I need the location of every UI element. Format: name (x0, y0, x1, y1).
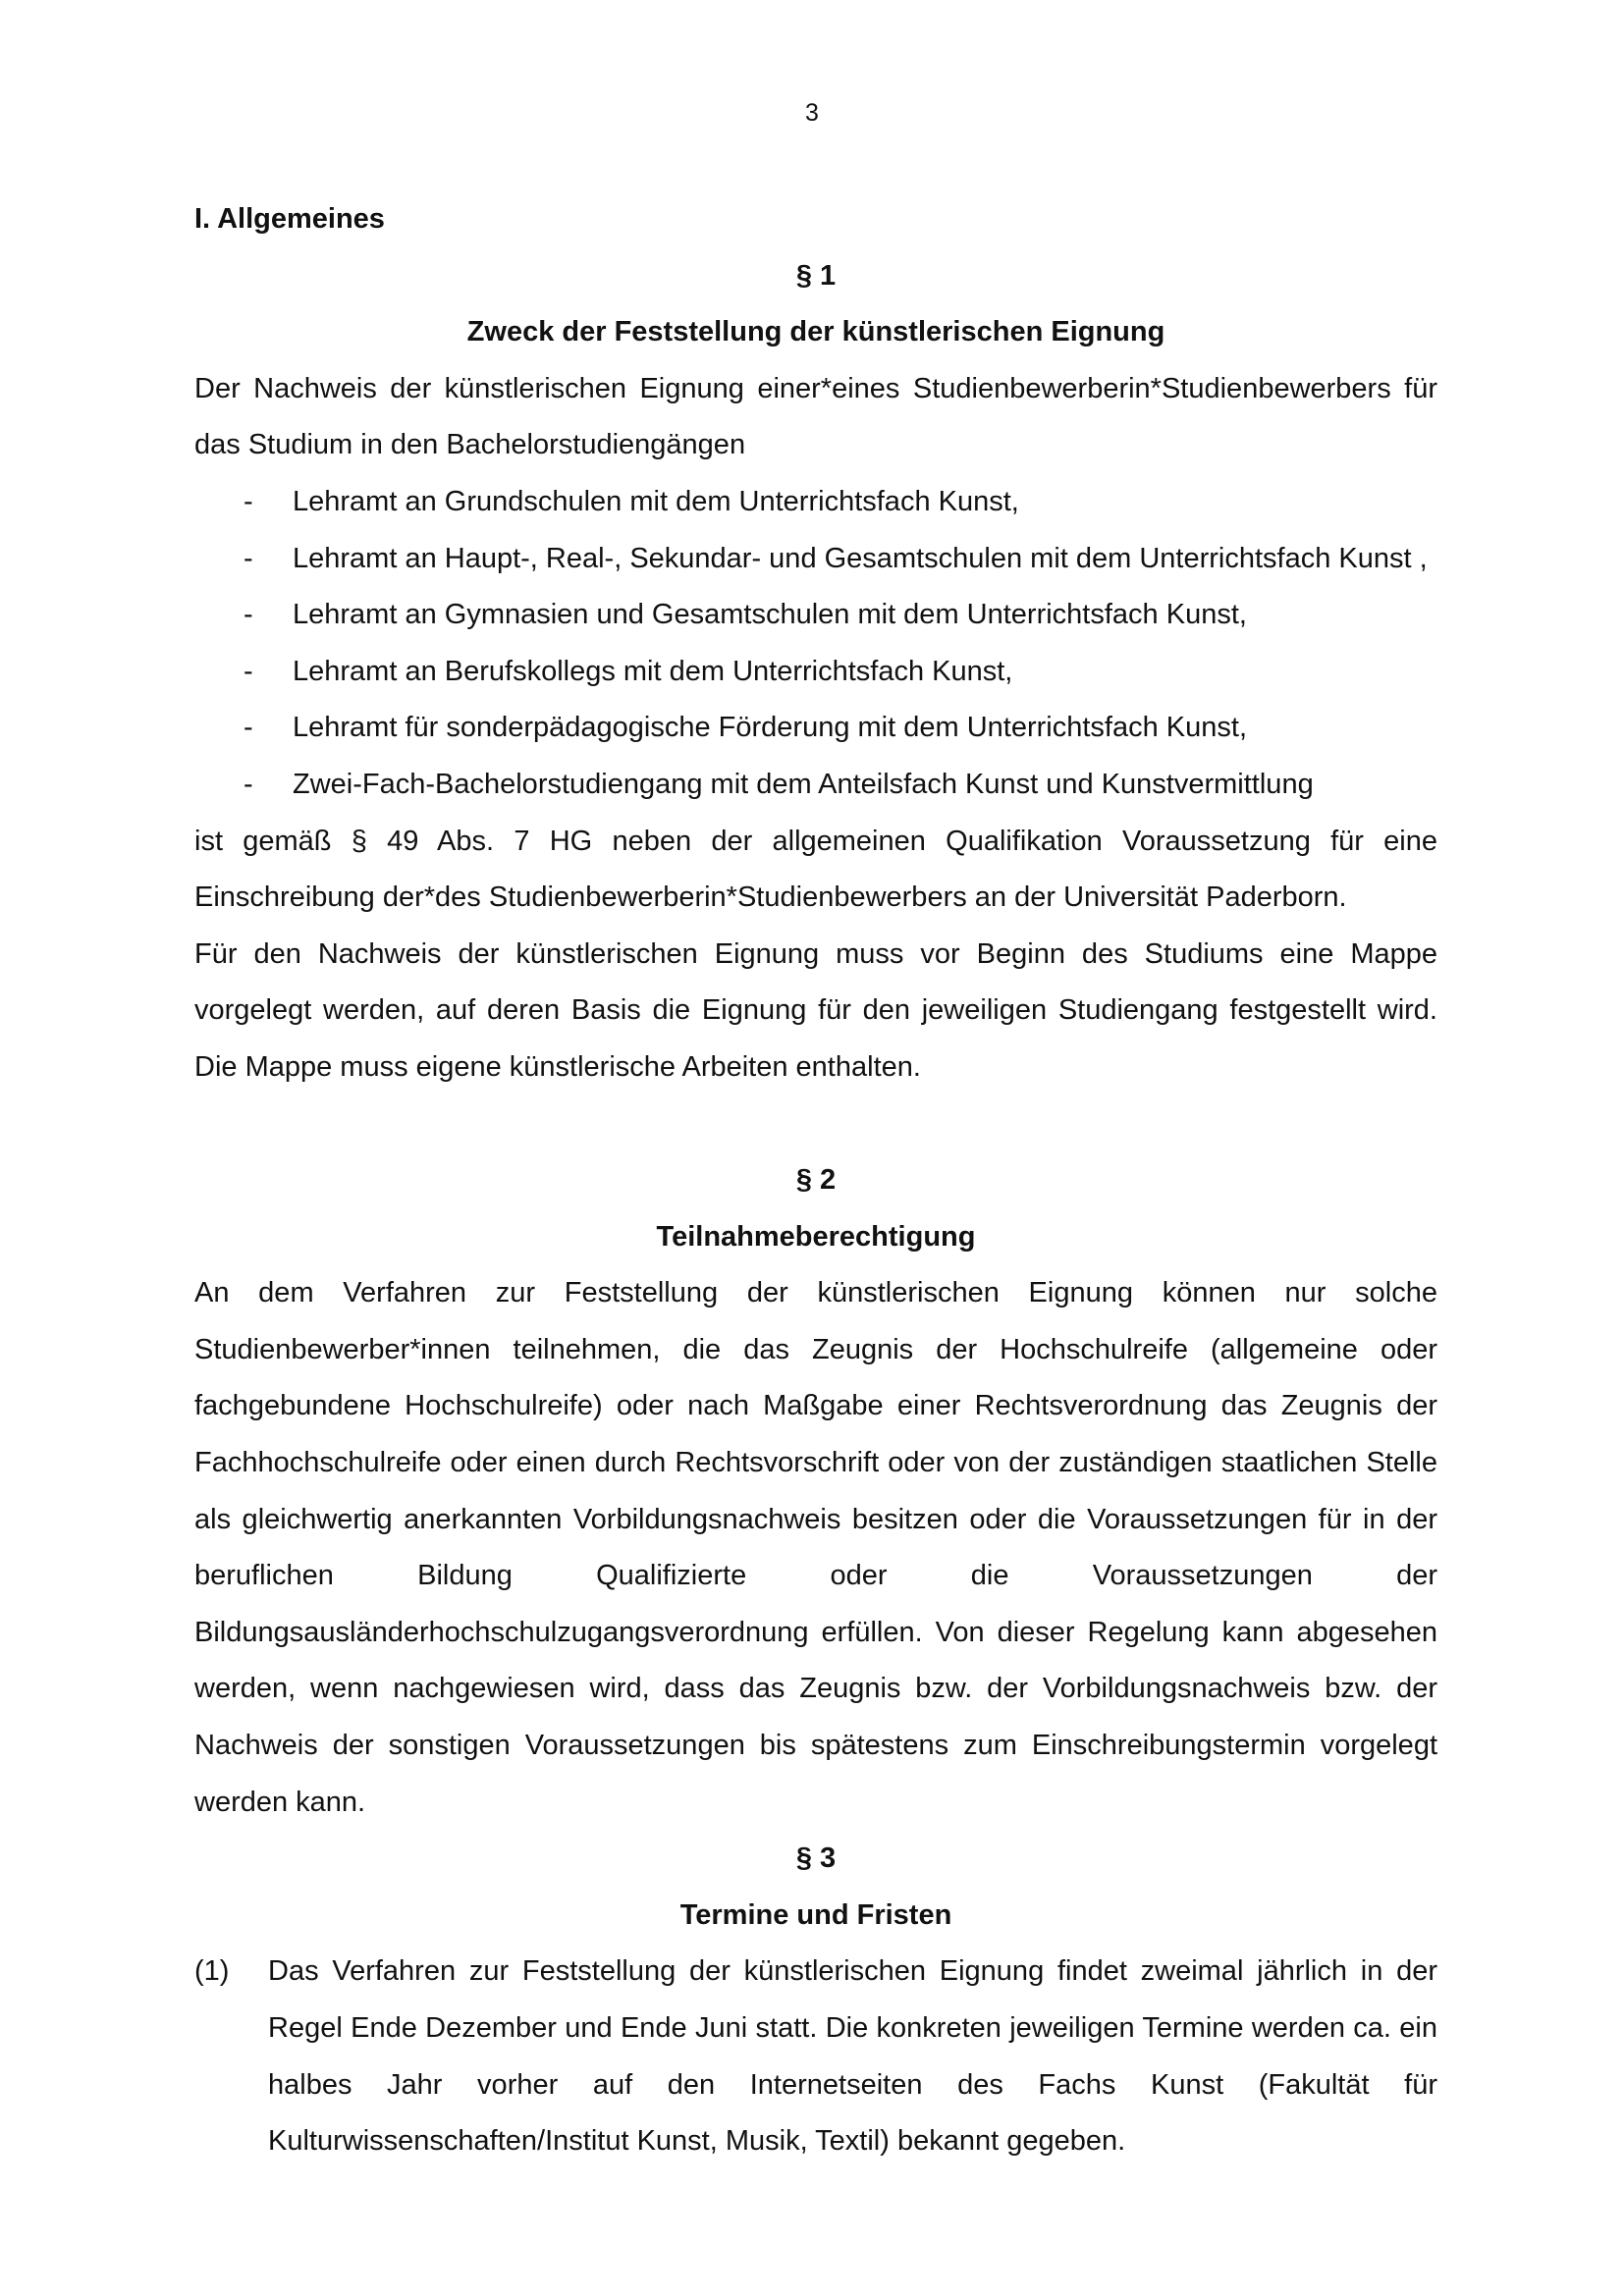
list-item (194, 757, 1437, 814)
list-item-text: Lehramt an Grundschulen mit dem Unterrichtsfach Kunst, (293, 485, 1019, 517)
list-dash: - (244, 712, 253, 744)
section-sign: § 3 (795, 1842, 837, 1875)
section-title: Teilnahmeberechtigung (656, 1220, 976, 1253)
clause-number: (1) (194, 1955, 230, 1988)
section-intro-paragraph: Der Nachweis der künstlerischen Eignung einer*eines Studienbewerberin*Studienbewerbers für das Studium in den Bachelorstudiengängen (194, 372, 1437, 461)
list-item (194, 474, 1437, 531)
list-dash: - (244, 542, 253, 574)
list-item-text: Lehramt an Gymnasien und Gesamtschulen mit dem Unterrichtsfach Kunst, (293, 599, 1247, 631)
section-3 (194, 1831, 1437, 2170)
section-continuation-paragraph: ist gemäß § 49 Abs. 7 HG neben der allgemeinen Qualifikation Voraussetzung für eine Einschreibung der*des Studienbewerberin*Studienbewerbers an der Universität Paderborn. (194, 825, 1437, 914)
list-dash: - (244, 655, 253, 687)
section-body-paragraph: An dem Verfahren zur Feststellung der künstlerischen Eignung können nur solche Studienbewerber*innen teilnehmen, die das Zeugnis der Hochschulreife (allgemeine oder fachgebundene Hochschulreife) oder nach Maßgabe einer Rechtsverordnung das Zeugnis der Fachhochschulreife oder einen durch Rechtsvorschrift oder von der zuständigen staatlichen Stelle als gleichwertig anerkannten Vorbildungsnachweis besitzen oder die Voraussetzungen für in der beruflichen Bildung Qualifizierte oder die Voraussetzungen der Bildungsausländerhochschulzugangsverordnung erfüllen. Von dieser Regelung kann abgesehen werden, wenn nachgewiesen wird, dass das Zeugnis bzw. der Vorbildungsnachweis bzw. der Nachweis der sonstigen Voraussetzungen bis spätestens zum Einschreibungstermin vorgelegt werden kann. (194, 1277, 1437, 1818)
list-item-text: Lehramt an Berufskollegs mit dem Unterrichtsfach Kunst, (293, 655, 1013, 687)
list-item (194, 700, 1437, 757)
clause-text: Das Verfahren zur Feststellung der künstlerischen Eignung findet zweimal jährlich in der Regel Ende Dezember und Ende Juni statt. Die konkreten jeweiligen Termine werden ca. ein halbes Jahr vorher auf den Internetseiten des Fachs Kunst (Fakultät für Kulturwissenschaften/Institut Kunst, Musik, Textil) bekannt gegeben. (268, 1955, 1437, 2158)
list-item-text: Lehramt für sonderpädagogische Förderung mit dem Unterrichtsfach Kunst, (293, 712, 1247, 744)
list-item (194, 531, 1437, 588)
section-title: Zweck der Feststellung der künstlerischen Eignung (466, 316, 1165, 348)
part-heading: I. Allgemeines (194, 203, 385, 235)
list-item-text: Zwei-Fach-Bachelorstudiengang mit dem Anteilsfach Kunst und Kunstvermittlung (293, 768, 1314, 800)
degree-program-list (194, 474, 1437, 814)
list-item-text: Lehramt an Haupt-, Real-, Sekundar- und Gesamtschulen mit dem Unterrichtsfach Kunst , (293, 542, 1428, 574)
list-item (194, 644, 1437, 701)
section-2 (194, 1152, 1437, 1831)
document-body (194, 191, 1437, 2170)
list-dash: - (244, 485, 253, 517)
section-1 (194, 248, 1437, 1096)
section-sign: § 1 (795, 259, 837, 292)
list-dash: - (244, 768, 253, 800)
list-item (194, 587, 1437, 644)
section-sign: § 2 (795, 1164, 837, 1197)
page-number: 3 (805, 99, 819, 127)
numbered-clause (194, 1944, 1437, 2169)
section-closing-paragraph: Für den Nachweis der künstlerischen Eignung muss vor Beginn des Studiums eine Mappe vorgelegt werden, auf deren Basis die Eignung für den jeweiligen Studiengang festgestellt wird. Die Mappe muss eigene künstlerische Arbeiten enthalten. (194, 937, 1437, 1083)
section-spacer (194, 1096, 1437, 1153)
section-title: Termine und Fristen (679, 1898, 952, 1931)
list-dash: - (244, 599, 253, 631)
